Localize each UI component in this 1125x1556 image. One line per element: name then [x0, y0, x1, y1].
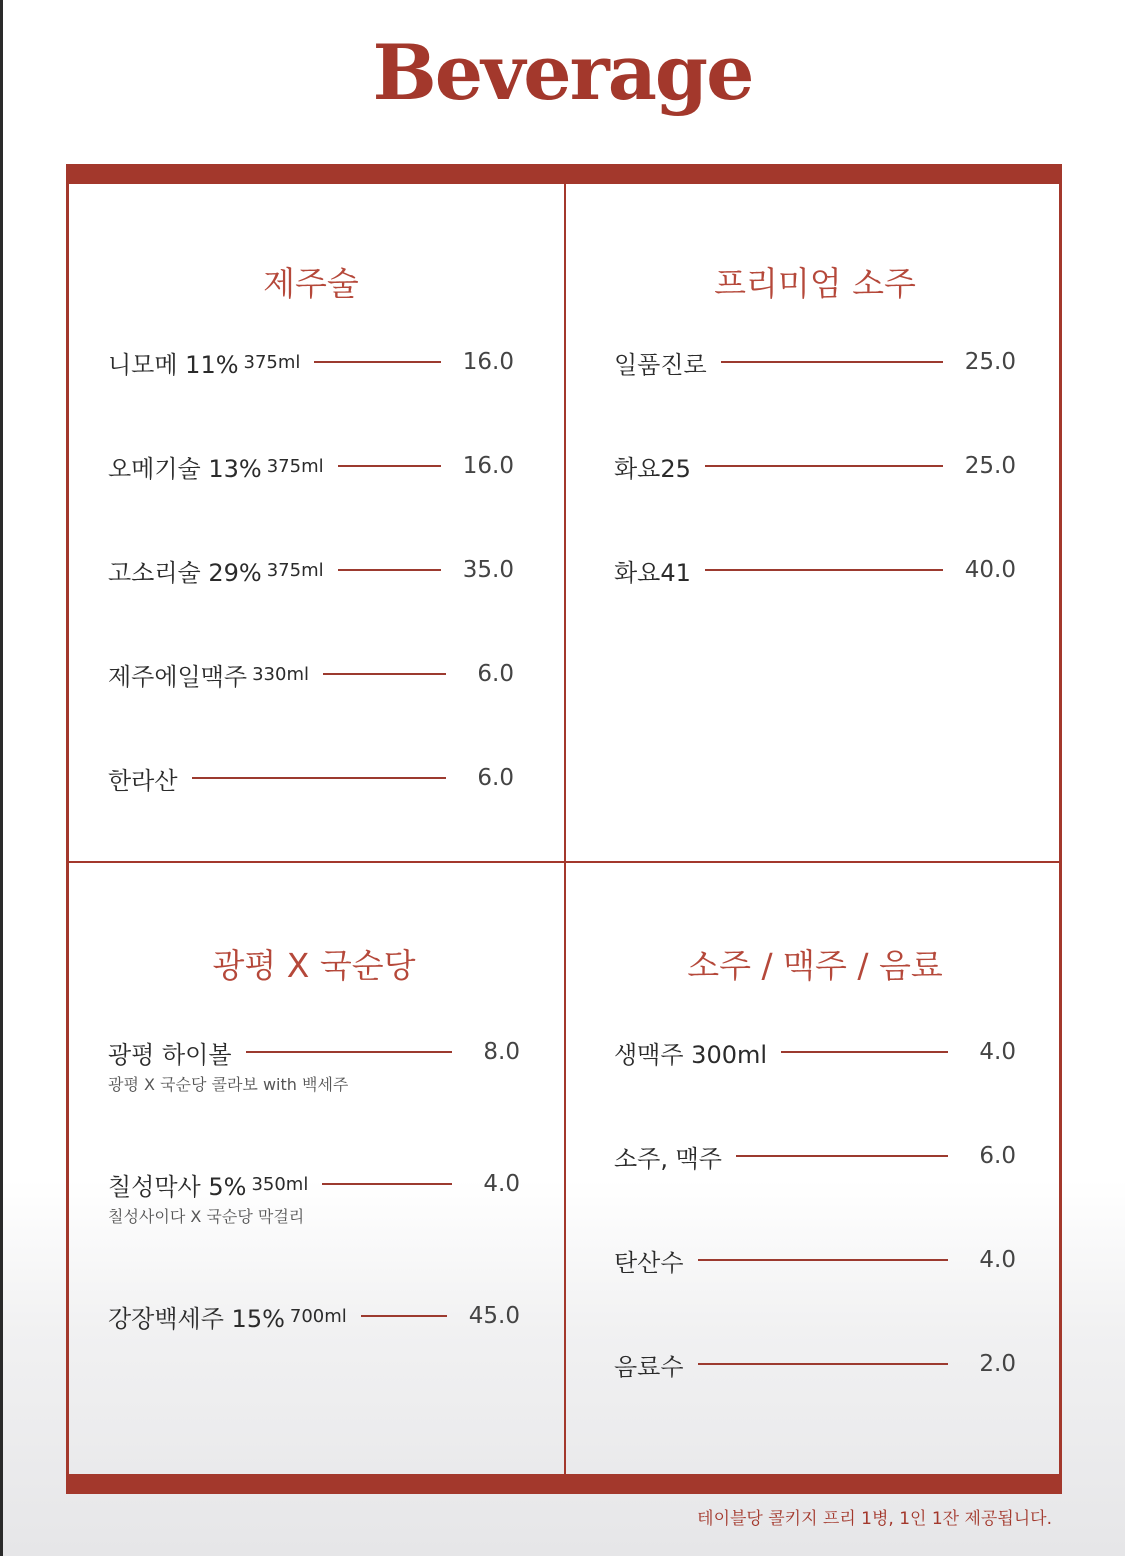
- item-name: 화요25: [614, 454, 691, 483]
- item-name: 고소리술 29%: [108, 558, 262, 587]
- item-price: 4.0: [979, 1247, 1016, 1273]
- item-description: 광평 X 국순당 콜라보 with 백세주: [108, 1075, 349, 1094]
- top-border-bar: [66, 164, 1062, 184]
- menu-item: [614, 1242, 1016, 1278]
- leader-line: [338, 465, 441, 467]
- item-price: 45.0: [468, 1303, 520, 1329]
- item-price: 16.0: [462, 349, 514, 375]
- section-title: 제주술: [263, 264, 359, 303]
- menu-item: [614, 448, 1016, 484]
- item-name: 생맥주 300ml: [614, 1040, 768, 1069]
- item-price: 4.0: [979, 1039, 1016, 1065]
- menu-item: [108, 448, 514, 484]
- left-edge-line: [0, 0, 3, 1556]
- item-price: 4.0: [483, 1171, 520, 1197]
- item-name: 광평 하이볼: [108, 1040, 232, 1069]
- item-volume: 375ml: [266, 559, 324, 581]
- item-name: 칠성막사 5%: [108, 1172, 247, 1201]
- item-price: 40.0: [964, 557, 1016, 583]
- item-price: 35.0: [462, 557, 514, 583]
- section-title: 소주 / 맥주 / 음료: [687, 946, 943, 985]
- item-name: 니모메 11%: [108, 350, 239, 379]
- menu-item: [108, 760, 514, 796]
- menu-item: [108, 1034, 520, 1095]
- leader-line: [338, 569, 441, 571]
- leader-line: [361, 1315, 447, 1317]
- leader-line: [698, 1259, 948, 1261]
- menu-item: [614, 552, 1016, 588]
- item-price: 16.0: [462, 453, 514, 479]
- item-name: 음료수: [614, 1352, 684, 1381]
- item-name: 오메기술 13%: [108, 454, 262, 483]
- section-soju-beer-drinks: [614, 940, 1016, 1400]
- section-gwangpyeong-guksundang: [108, 940, 520, 1360]
- item-name: 화요41: [614, 558, 691, 587]
- item-name: 제주에일맥주: [108, 662, 248, 691]
- menu-item: [108, 1298, 520, 1334]
- leader-line: [705, 465, 943, 467]
- vertical-divider: [564, 184, 566, 1474]
- item-name: 강장백세주 15%: [108, 1304, 285, 1333]
- leader-line: [736, 1155, 948, 1157]
- item-price: 8.0: [483, 1039, 520, 1065]
- item-description: 칠성사이다 X 국순당 막걸리: [108, 1207, 305, 1226]
- menu-item: [108, 656, 514, 692]
- item-name: 한라산: [108, 766, 178, 795]
- menu-item: [614, 1034, 1016, 1070]
- item-volume: 350ml: [251, 1173, 309, 1195]
- leader-line: [192, 777, 446, 779]
- section-jeju-liquor: [108, 258, 514, 818]
- leader-line: [781, 1051, 948, 1053]
- item-volume: 375ml: [266, 455, 324, 477]
- menu-item: [108, 552, 514, 588]
- footer-note: 테이블당 콜키지 프리 1병, 1인 1잔 제공됩니다.: [697, 1509, 1052, 1529]
- page-title: Beverage: [372, 28, 753, 117]
- leader-line: [323, 673, 446, 675]
- section-premium-soju: [614, 258, 1016, 618]
- item-volume: 700ml: [289, 1305, 347, 1327]
- item-volume: 330ml: [252, 663, 310, 685]
- item-price: 25.0: [964, 453, 1016, 479]
- item-price: 2.0: [979, 1351, 1016, 1377]
- leader-line: [705, 569, 943, 571]
- leader-line: [314, 361, 440, 363]
- leader-line: [322, 1183, 452, 1185]
- item-price: 6.0: [979, 1143, 1016, 1169]
- leader-line: [721, 361, 943, 363]
- item-name: 탄산수: [614, 1248, 684, 1277]
- menu-item: [108, 344, 514, 380]
- section-title: 광평 X 국순당: [212, 946, 416, 985]
- menu-item: [614, 1138, 1016, 1174]
- item-price: 6.0: [477, 765, 514, 791]
- item-volume: 375ml: [243, 351, 301, 373]
- item-name: 소주, 맥주: [614, 1144, 722, 1173]
- leader-line: [246, 1051, 452, 1053]
- item-price: 25.0: [964, 349, 1016, 375]
- horizontal-divider: [66, 861, 1062, 863]
- menu-item: [614, 1346, 1016, 1382]
- section-title: 프리미엄 소주: [714, 264, 916, 303]
- item-name: 일품진로: [614, 350, 707, 379]
- bottom-border-bar: [66, 1474, 1062, 1494]
- menu-item: [108, 1166, 520, 1227]
- menu-item: [614, 344, 1016, 380]
- item-price: 6.0: [477, 661, 514, 687]
- leader-line: [698, 1363, 948, 1365]
